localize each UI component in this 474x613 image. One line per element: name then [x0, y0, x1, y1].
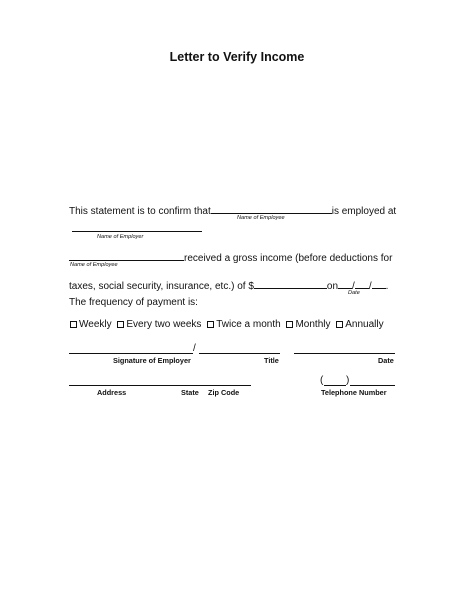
- frequency-options: [70, 319, 387, 330]
- title-label: Title: [264, 356, 279, 365]
- every-two-weeks-label: Every two weeks: [126, 319, 202, 330]
- date-month-field[interactable]: [338, 279, 352, 289]
- confirm-statement-prefix: This statement is to confirm that: [69, 206, 211, 217]
- on-text: on: [326, 281, 339, 292]
- weekly-checkbox[interactable]: [70, 321, 77, 328]
- twice-a-month-checkbox[interactable]: [207, 321, 214, 328]
- confirm-statement-line: [69, 204, 396, 217]
- option-twice-a-month[interactable]: [207, 319, 280, 330]
- name-of-employee-caption-2: Name of Employee: [70, 262, 118, 268]
- annually-label: Annually: [345, 319, 384, 330]
- option-weekly[interactable]: [70, 319, 112, 330]
- signature-of-employer-label: Signature of Employer: [113, 356, 191, 365]
- address-field[interactable]: [69, 385, 251, 386]
- weekly-label: Weekly: [79, 319, 112, 330]
- area-code-field[interactable]: [324, 385, 346, 386]
- name-of-employer-caption: Name of Employer: [97, 234, 144, 240]
- income-amount-field[interactable]: [254, 279, 327, 289]
- date-day-field[interactable]: [355, 279, 369, 289]
- gross-income-text: received a gross income (before deductions for: [184, 253, 393, 264]
- state-label: State: [181, 388, 199, 397]
- date-slash-2: /: [368, 281, 372, 292]
- every-two-weeks-checkbox[interactable]: [117, 321, 124, 328]
- annually-checkbox[interactable]: [336, 321, 343, 328]
- telephone-number-label: Telephone Number: [321, 388, 387, 397]
- page-title: Letter to Verify Income: [169, 50, 305, 64]
- employer-title-field[interactable]: [199, 353, 280, 354]
- employer-name-field[interactable]: [72, 231, 202, 232]
- option-annually[interactable]: [336, 319, 383, 330]
- confirm-statement-suffix: is employed at: [331, 206, 397, 217]
- phone-close-paren: ): [346, 375, 350, 386]
- employee-name-field-2[interactable]: [69, 251, 184, 261]
- twice-a-month-label: Twice a month: [216, 319, 281, 330]
- signature-date-field[interactable]: [294, 353, 395, 354]
- employee-name-field[interactable]: [211, 204, 332, 214]
- date-slash-1: /: [352, 281, 355, 292]
- monthly-checkbox[interactable]: [286, 321, 293, 328]
- zip-code-label: Zip Code: [208, 388, 240, 397]
- line-end-period: .: [385, 281, 389, 292]
- income-amount-line: [69, 279, 388, 292]
- signature-title-slash: /: [193, 343, 196, 354]
- frequency-label: The frequency of payment is:: [69, 297, 198, 308]
- date-caption: Date: [348, 290, 360, 296]
- date-year-field[interactable]: [372, 279, 386, 289]
- monthly-label: Monthly: [295, 319, 331, 330]
- telephone-number-field[interactable]: [350, 385, 395, 386]
- date-label: Date: [378, 356, 394, 365]
- income-amount-prefix: taxes, social security, insurance, etc.) of $: [69, 281, 254, 292]
- name-of-employee-caption: Name of Employee: [237, 215, 285, 221]
- address-label: Address: [97, 388, 127, 397]
- option-every-two-weeks[interactable]: [117, 319, 201, 330]
- phone-open-paren: (: [320, 375, 324, 386]
- employer-signature-field[interactable]: [69, 353, 193, 354]
- option-monthly[interactable]: [286, 319, 330, 330]
